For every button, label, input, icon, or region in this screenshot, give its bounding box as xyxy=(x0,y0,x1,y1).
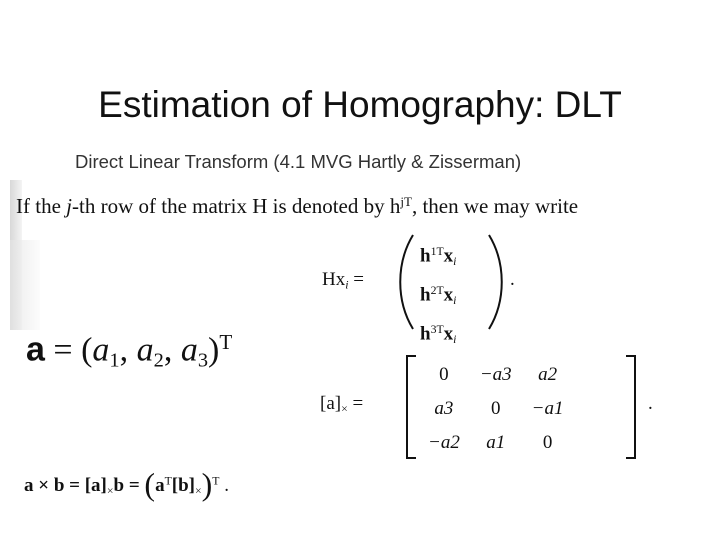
hx-row xyxy=(420,276,456,315)
equals-open-paren: = ( xyxy=(44,331,93,369)
x-symbol: x xyxy=(443,323,454,345)
matrix-cell: a1 xyxy=(486,432,506,453)
matrix-cell: a3 xyxy=(434,398,454,419)
superscript: T xyxy=(212,474,220,488)
hx-vector xyxy=(420,237,456,354)
a1-symbol: a xyxy=(92,331,110,369)
slide-subtitle: Direct Linear Transform (4.1 MVG Hartly & Zisserman) xyxy=(75,151,522,172)
j-symbol: j xyxy=(66,194,72,219)
cross-product-identity xyxy=(24,466,229,503)
matrix-cell: −a3 xyxy=(479,364,512,385)
subscript: 2 xyxy=(153,349,164,372)
a3-symbol: a xyxy=(180,331,198,369)
text-segment: , then we may write xyxy=(411,194,579,219)
subscript: i xyxy=(453,255,457,268)
subscript: 1 xyxy=(109,349,120,372)
text-segment: If the xyxy=(16,194,67,219)
subscript: × xyxy=(106,484,114,498)
matrix-cell: 0 xyxy=(542,432,553,453)
matrix-cell: a2 xyxy=(538,364,558,385)
matrix-left-bracket xyxy=(404,355,418,459)
matrix-cell: −a2 xyxy=(428,432,460,453)
period: . xyxy=(219,475,229,496)
text-segment: a × b = [a] xyxy=(24,475,107,496)
x-symbol: x xyxy=(443,284,454,306)
subscript: 3 xyxy=(197,349,209,372)
matrix-cell: 0 xyxy=(439,364,449,385)
equals: = xyxy=(348,269,364,290)
a-vector-definition xyxy=(26,330,232,373)
a-symbol: a xyxy=(26,330,45,369)
superscript: T xyxy=(219,330,233,354)
superscript: 1T xyxy=(430,245,444,258)
close-paren: ) xyxy=(201,466,213,502)
comma: , xyxy=(163,331,181,369)
hx-symbol: Hx xyxy=(322,269,346,290)
matrix-row xyxy=(418,426,573,460)
slide-title: Estimation of Homography: DLT xyxy=(98,84,622,125)
subscript: × xyxy=(341,402,348,416)
text-segment: -th row of the matrix H is denoted by h xyxy=(72,194,401,219)
h-symbol: h xyxy=(420,284,431,306)
a-symbol: a xyxy=(155,475,165,496)
subscript: i xyxy=(453,333,457,346)
subscript: i xyxy=(453,294,457,307)
cross-matrix-lhs xyxy=(320,393,363,417)
x-symbol: x xyxy=(443,245,454,267)
matrix-row xyxy=(418,392,573,426)
matrix-cell: −a1 xyxy=(531,398,564,419)
h-symbol: h xyxy=(420,245,431,267)
comma: , xyxy=(119,331,137,369)
bracket-b: [b] xyxy=(171,475,195,496)
equals: = xyxy=(347,393,364,414)
cross-matrix xyxy=(418,358,573,460)
matrix-cell: 0 xyxy=(490,398,501,419)
superscript: 3T xyxy=(430,323,444,336)
matrix-period: . xyxy=(648,393,653,414)
hx-period: . xyxy=(510,269,515,290)
hx-row xyxy=(420,237,456,276)
subscript: i xyxy=(345,278,349,292)
hx-left-paren xyxy=(394,233,416,331)
hx-row xyxy=(420,315,456,354)
superscript: 2T xyxy=(430,284,444,297)
row-definition-text xyxy=(16,194,578,219)
subscript: × xyxy=(195,484,202,498)
matrix-row xyxy=(418,358,573,392)
scan-edge-shadow-lower xyxy=(10,240,40,330)
bracket-a: [a] xyxy=(320,393,342,414)
text-segment: b = xyxy=(113,475,145,496)
a2-symbol: a xyxy=(136,331,154,369)
h-symbol: h xyxy=(420,323,431,345)
close-paren: ) xyxy=(208,331,220,369)
superscript: jT xyxy=(400,194,412,209)
hx-right-paren xyxy=(486,233,508,331)
superscript: T xyxy=(164,474,172,488)
open-paren: ( xyxy=(144,466,156,502)
matrix-right-bracket xyxy=(624,355,638,459)
hx-lhs xyxy=(322,269,364,293)
